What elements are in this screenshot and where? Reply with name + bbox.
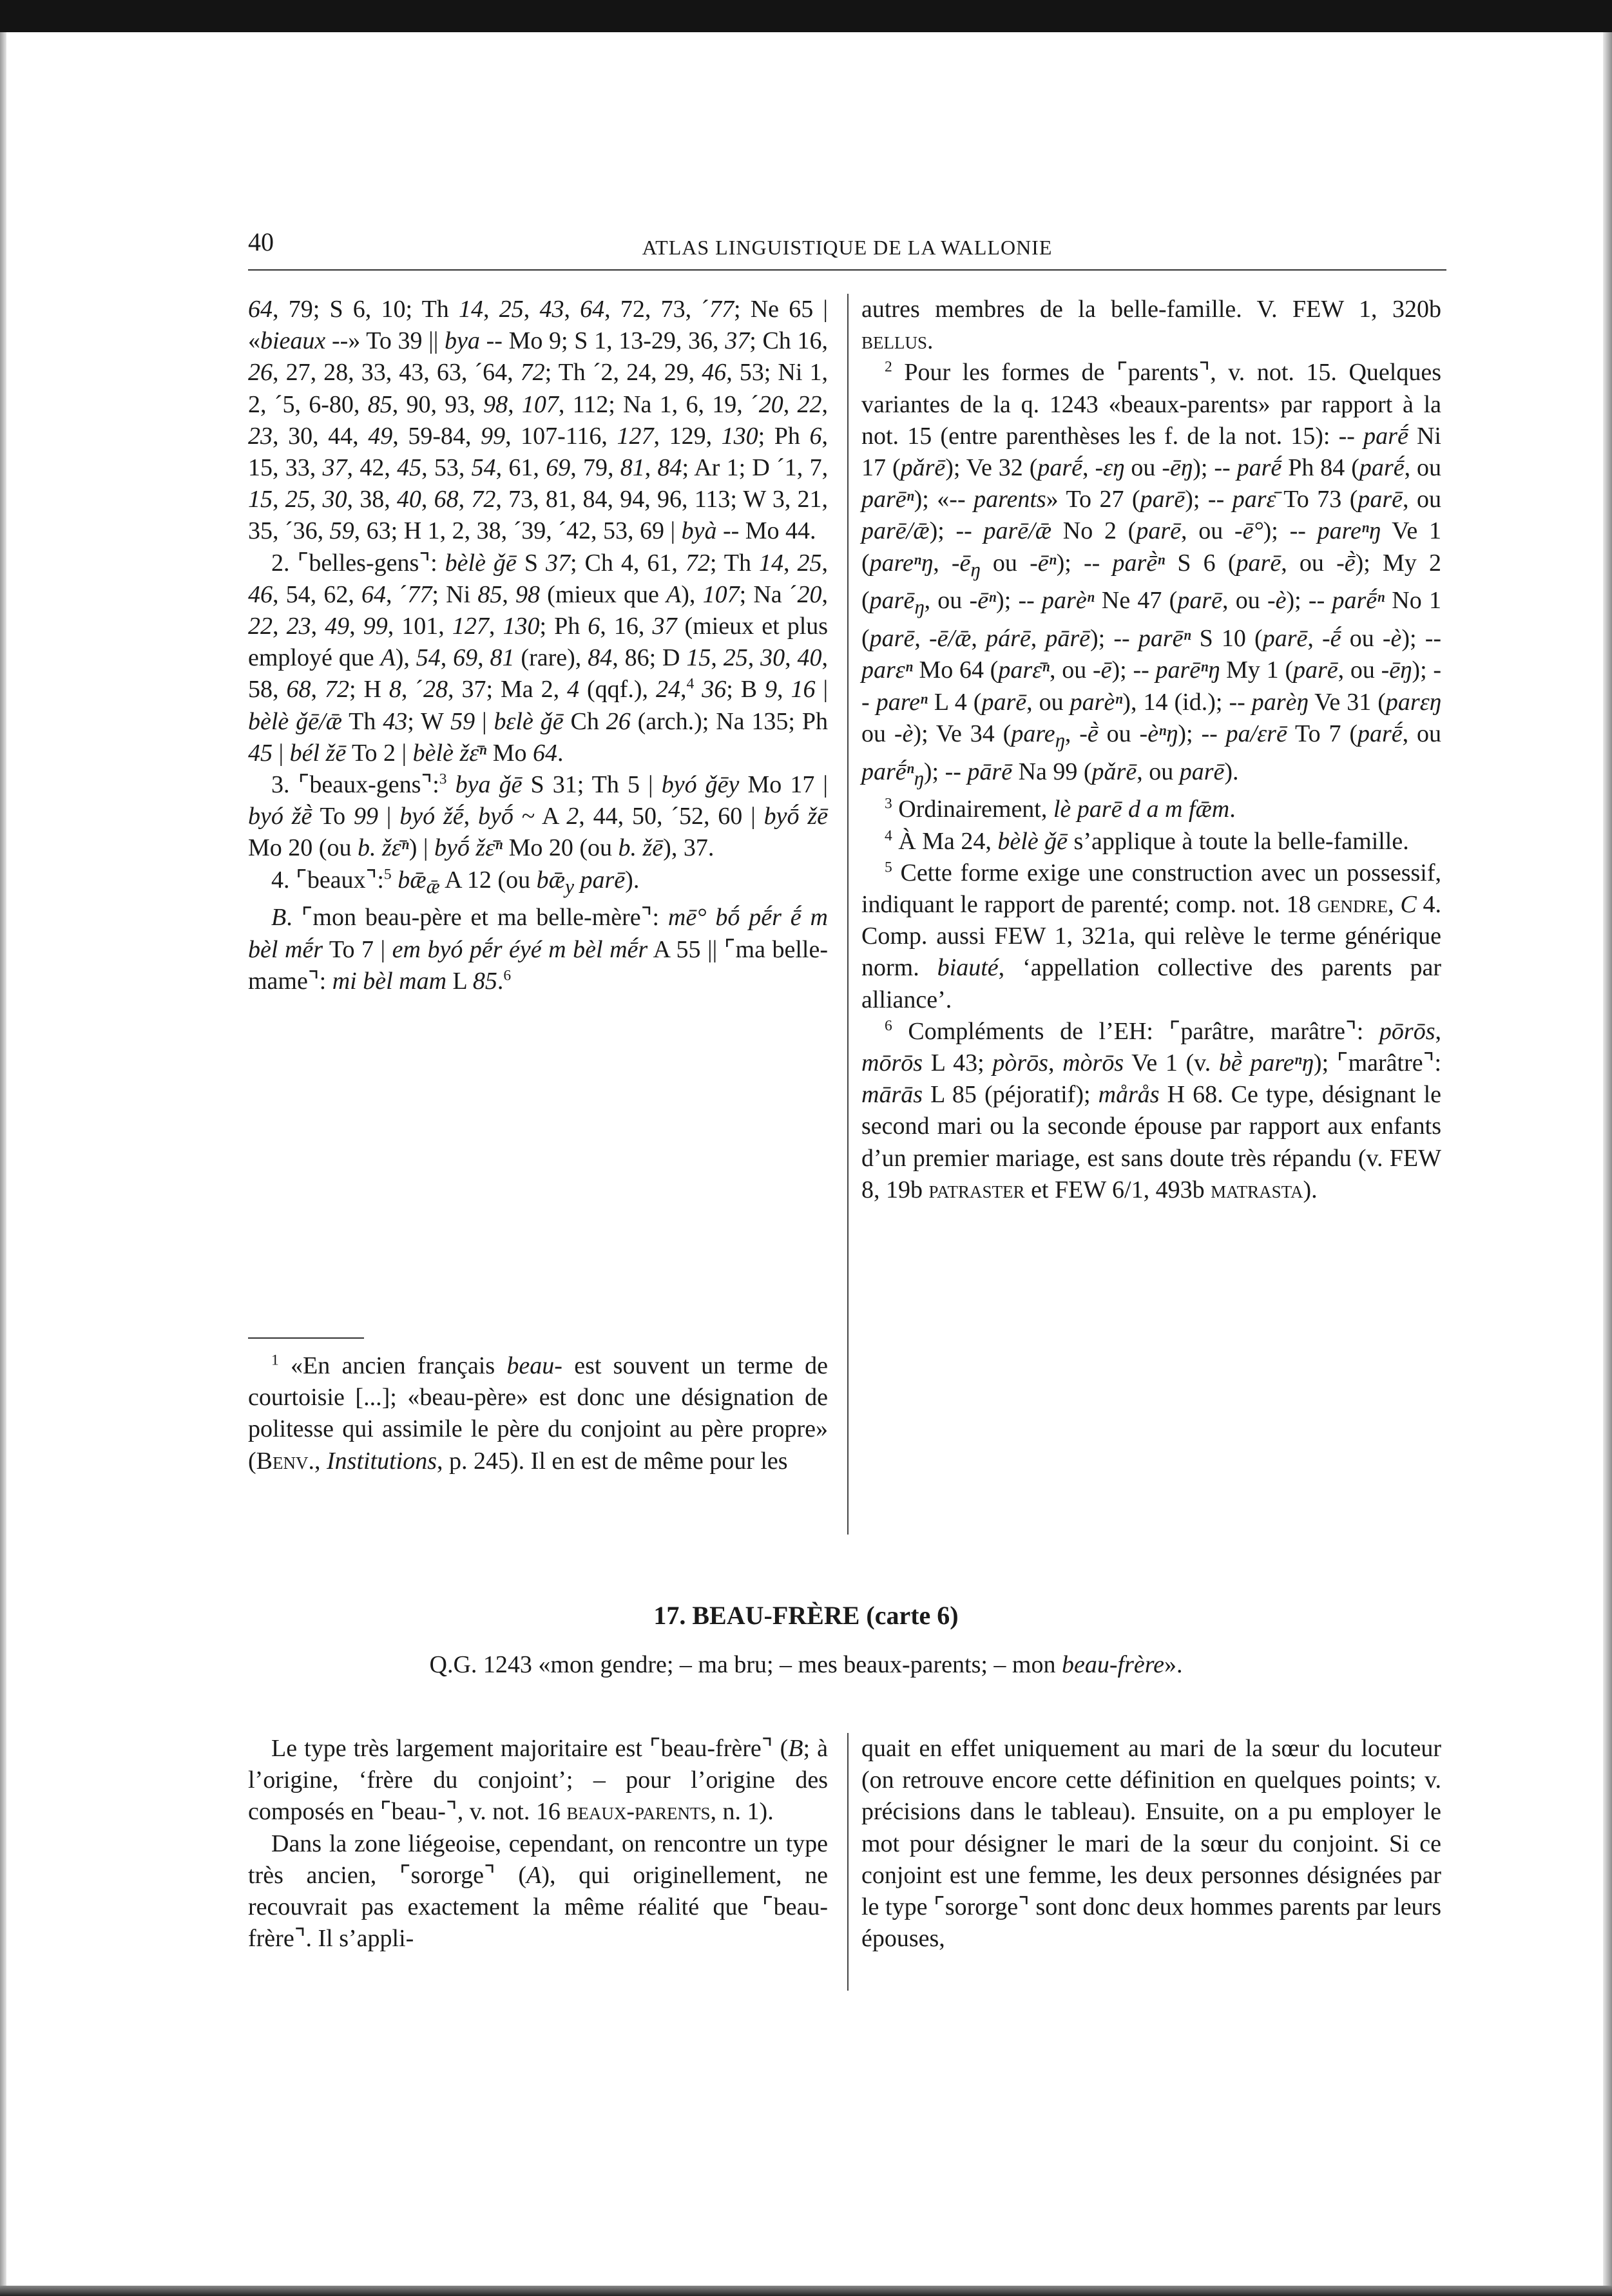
footnote-paragraph-3: $^3$ Ordinairement, lè parē d a m fǣm. [885,795,1236,823]
entry-paragraph-1: 64, 79; S 6, 10; Th 14, 25, 43, 64, 72, 73, ´77; Ne 65 | «bieaux --» To 39 || bya -- Mo 9; S 1, 13-29, 36, 37; Ch 16, 26, 27, 28, 33, 43, 63, ´64, 72; Th ´2, 24, 29, 46, 53; Ni 1, 2, ´5, 6-80, 85, 90, 93, 98, 107, 112; Na 1, 6, 19, ´20, 22, 23, 30, 44, 49, 59-84, 99, 107-116, 127, 129, 130; Ph 6, 15, 33, 37, 42, 45, 53, 54, 61, 69, 79, 81, 84; Ar 1; D ´1, 7, 15, 25, 30, 38, 40, 68, 72, 73, 81, 84, 94, 96, 113; W 3, 21, 35, ´36, 59, 63; H 1, 2, 38, ´39, ´42, 53, 69 | byà -- Mo 44. [248,296,829,545]
header-rule [248,269,1446,271]
footnote-1-text: $^1$ «En ancien français beau- est souvent un terme de courtoisie [...]; «beau-père» est donc une désignation de politesse qui assimile le père du conjoint au père propre» (Benv., Institutions, p. 245). Il en est de même pour les [248,1352,829,1475]
scan-left-edge [0,32,6,2296]
running-title: ATLAS LINGUISTIQUE DE LA WALLONIE [642,236,1053,259]
section-paragraph-right-1: quait en effet uniquement au mari de la sœur du locuteur (on retrouve encore cette définition en quelques points; v. précisions dans le tableau). Ensuite, on a pu employer le mot pour désigner le mari de la sœur du conjoint. Si ce conjoint est une femme, les deux personnes désignées par le type ⌜sororge⌝ sont donc deux hommes parents par leurs épouses, [861,1735,1441,1953]
section-paragraph-left-1: Le type très largement majoritaire est ⌜beau-frère⌝ (B; à l’origine, ‘frère du conjoint’; – pour l’origine des composés en ⌜beau-⌝, v. not. 16 beaux-parents, n. 1). [248,1735,828,1826]
column-rule-lower [847,1733,849,1991]
column-rule-upper [847,294,849,1535]
scan-bottom-edge [0,2286,1612,2296]
footnote-paragraph-5: $^5$ Cette forme exige une construction avec un possessif, indiquant le rapport de parenté; comp. not. 18 gendre, C 4. Comp. aussi FEW 1, 321a, qui relève le terme générique norm. biauté, ‘appellation collective des parents par alliance’. [861,859,1442,1013]
section-question: Q.G. 1243 «mon gendre; – ma bru; – mes beaux-parents; – mon beau-frère». [429,1651,1183,1678]
section-paragraph-left-2: Dans la zone liégeoise, cependant, on rencontre un type très ancien, ⌜sororge⌝ (A), qui originellement, ne recouvrait pas exactement la même réalité que ⌜beau-frère⌝. Il s’appli- [248,1830,828,1953]
entry-paragraph-2: 2. ⌜belles-gens⌝: bèlè ǧē S 37; Ch 4, 61, 72; Th 14, 25, 46, 54, 62, 64, ´77; Ni 85, 98 (mieux que A), 107; Na ´20, 22, 23, 49, 99, 101, 127, 130; Ph 6, 16, 37 (mieux et plus employé que A), 54, 69, 81 (rare), 84, 86; D 15, 25, 30, 40, 58, 68, 72; H 8, ´28, 37; Ma 2, 4 (qqf.), 24,$^4$ 36; B 9, 16 | bèlè ǧē/ǣ Th 43; W 59 | bɛlè ǧē Ch 26 (arch.); Na 135; Ph 45 | bél žē To 2 | bèlè žɛ̄ⁿ Mo 64. [248,549,829,767]
footnote-paragraph-6: $^6$ Compléments de l’EH: ⌜parâtre, marâtre⌝: pōrōs, mōrōs L 43; pòrōs, mòrōs Ve 1 (v. bḕ pareⁿŋ); ⌜marâtre⌝: mārās L 85 (péjoratif); mårås H 68. Ce type, désignant le second mari ou la seconde épouse par rapport aux enfants d’un premier mariage, est sans doute très répandu (v. FEW 8, 19b patraster et FEW 6/1, 493b matrasta). [861,1017,1441,1203]
upper-left-column [248,294,828,997]
section-title: 17. BEAU-FRÈRE (carte 6) [653,1601,959,1630]
scan-right-edge [1603,32,1612,2296]
footnote-separator [248,1337,364,1339]
footnote-paragraph-1: autres membres de la belle-famille. V. FEW 1, 320b bellus. [861,296,1441,355]
scan-top-border [0,0,1612,32]
page-number: 40 [248,227,274,256]
upper-right-column [861,294,1441,1206]
footnote-paragraph-4: $^4$ À Ma 24, bèlè ǧē s’applique à toute la belle-famille. [885,827,1409,855]
entry-paragraph-5: B. ⌜mon beau-père et ma belle-mère⌝: mē° bṓ pḗr ḗ m bèl mḗr To 7 | em byó pḗr éyé m bèl mḗr A 55 || ⌜ma belle-mame⌝: mi bèl mam L 85.$^6$ [248,904,829,995]
section-left-column [248,1733,828,1955]
section-right-column [861,1733,1441,1955]
footnote-paragraph-2: $^2$ Pour les formes de ⌜parents⌝, v. not. 15. Quelques variantes de la q. 1243 «beaux-parents» par rapport à la not. 15 (entre parenthèses les f. de la not. 15): -- parḗ Ni 17 (pǎrē); Ve 32 (parḗ, -ɛŋ ou -ēŋ); -- parḗ Ph 84 (parḗ, ou parēⁿ); «-- parents» To 27 (parē); -- parɛ̄ To 73 (parē, ou parē/ǣ); -- parē/ǣ No 2 (parē, ou -ē°); -- pareⁿŋ Ve 1 (pareⁿŋ, $-ē_ŋ$ ou -ēⁿ); -- parḕⁿ S 6 (parē, ou -ḕ); My 2 (parē$_ŋ$, ou -ēⁿ); -- parèⁿ Ne 47 (parē, ou -è); -- parḗⁿ No 1 (parē, -ē/ǣ, párē, pārē); -- parēⁿ S 10 (parē, -ḗ ou -è); -- parɛⁿ Mo 64 (parɛ̄ⁿ, ou -ē); -- parēⁿŋ My 1 (parē, ou -ēŋ); -- pareⁿ L 4 (parē, ou parèⁿ), 14 (id.); -- parèŋ Ve 31 (parɛŋ ou -è); Ve 34 (pare$_ŋ$, -ḕ ou -èⁿŋ); -- pa/ɛrē To 7 (parḗ, ou parḗⁿ$_ŋ$); -- pārē Na 99 (pǎrē, ou parē). [861,358,1442,790]
running-header [248,227,1446,265]
footnote-1 [248,1350,828,1477]
entry-paragraph-3: 3. ⌜beaux-gens⌝:$^3$ bya ǧē S 31; Th 5 | byó ǧēy Mo 17 | byó žḕ To 99 | byó žḗ, byṓ ~ A 2, 44, 50, ´52, 60 | byṓ žē Mo 20 (ou b. žɛ̄ⁿ) | byṓ žɛ̄ⁿ Mo 20 (ou b. žē), 37. [248,770,828,862]
entry-paragraph-4: 4. ⌜beaux⌝:$^5$ $bǣ_ǣ$ A 12 (ou $bǣ_y$ parē). [271,866,640,898]
